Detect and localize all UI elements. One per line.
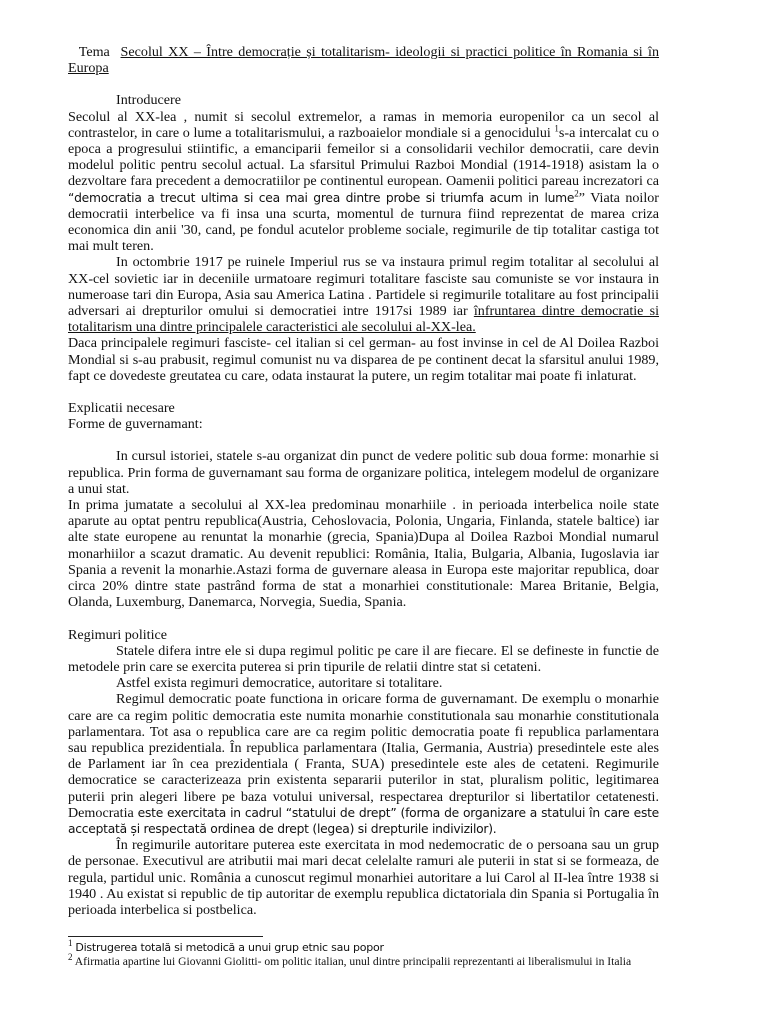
regimuri-heading: Regimuri politice bbox=[68, 626, 168, 643]
giolitti-quote: “democratia a trecut ultima si cea mai grea dintre probe si triumfa acum in lume bbox=[68, 190, 575, 205]
stat-de-drept-definition: este exercitata in cadrul “statului de drept” (forma de organizare a statului în care este acceptată și respectată ordinea de drept (legea) si drepturile indivizilor). bbox=[68, 805, 659, 836]
explicatii-heading: Explicatii necesare bbox=[68, 400, 175, 417]
title-text: Secolul XX – Între democrație și totalitarism- ideologii si practici politice în Romania si în Europa bbox=[68, 44, 659, 77]
regimuri-paragraph-4: În regimurile autoritare puterea este exercitata in mod nedemocratic de o persoana sau un grup de personae. Executivul are atributii mai mari decat celelalte ramuri ale puterii in stat si se formeaza, de regula, partidul unic. România a cunoscut regimul monarhiei autoritare a lui Carol al II-lea între 1938 si 1940 . Au existat si republic de tip autoritar de exemplu republica dictatoriala din Spania si Portugalia în perioada interbelica si postbelica. bbox=[68, 837, 659, 918]
document-page bbox=[68, 44, 659, 968]
intro-heading: Introducere bbox=[116, 92, 181, 109]
forme-paragraph-2: In prima jumatate a secolului al XX-lea predominau monarhiile . in perioada interbelica noile state aparute au optat pentru republica(Austria, Cehoslovacia, Polonia, Ungaria, Finlanda, statele baltice) iar alte state europene au renuntat la monarhie (grecia, Spania)Dupa al Doilea Razboi Mondial numarul monarhiilor a scazut dramatic. Au devenit republici: România, Italia, Bulgaria, Albania, Iugoslavia iar Spania a revenit la monarhie.Astazi forma de guvernare aleasa in Europa este majoritar republica, doar circa 20% dintre state pastrând forma de stat a monarhiei constitutionale: Marea Britanie, Belgia, Olanda, Luxemburg, Danemarca, Norvegia, Suedia, Spania. bbox=[68, 497, 659, 611]
intro-paragraph-1: Secolul al XX-lea , numit si secolul extremelor, a ramas in memoria europenilor ca un secol al contrastelor, in care o lume a totalitarismului, a razboaielor mondiale si a genocidului $^1$s-a intercalat cu o epoca a progresului stiintific, a emanciparii femeilor si a consolidarii vechilor democratii, care devin modelul politic pentru secolul actual. La sfarsitul Primului Razboi Mondial (1914-1918) asistam la o dezvoltare fara precedent a democratiilor pe continentul european. Oamenii politici pareau increzatori ca “democratia a trecut ultima si cea mai grea dintre probe si triumfa acum in lume$^2$” Viata noilor democratii interbelice va fi insa una scurta, momentul de turnura fiind reprezentat de marea criza economica din anii '30, cand, pe fondul acutelor probleme sociale, regimurile de tip totalitar castiga tot mai mult teren. bbox=[68, 108, 660, 255]
regimuri-paragraph-3: Regimul democratic poate functiona in oricare forma de guvernamant. De exemplu o monarhie care are ca regim politic democratia este numita monarhie constitutionala sau monarhie constitutionala parlamentara. Tot asa o republica care are ca regim politic democratia poate fi republica parlamentara sau republica prezidentiala. În republica parlamentara (Italia, Germania, Austria) presedintele este ales de Parlament iar în cea prezidentiala ( Franta, SUA) presedintele este ales de cetateni. Regimurile democratice se caracterizeaza prin existenta separarii puterilor in stat, pluralism politic, legitimarea puterii prin alegeri libere pe baza votului universal, respectarea drepturilor si libertatilor cetatenesti. Democratia este exercitata in cadrul “statului de drept” (forma de organizare a statului în care este acceptată și respectată ordinea de drept (legea) si drepturile indivizilor). bbox=[68, 691, 659, 836]
footnote-ref-1[interactable]: 1 bbox=[554, 123, 559, 134]
underlined-thesis: înfruntarea dintre democratie si totalitarism una dintre principalele caracteristici ale secolului al-XX-lea. bbox=[68, 303, 659, 336]
footnote-2: $^2$ Afirmatia apartine lui Giovanni Giolitti- om politic italian, unul dintre principalii reprezentanti ai liberalismului in Italia bbox=[68, 951, 632, 968]
forme-paragraph-1: In cursul istoriei, statele s-au organizat din punct de vedere politic sub doua forme: monarhie si republica. Prin forma de guvernamant sau forma de organizare politica, intelegem modelul de organizare a unui stat. bbox=[68, 448, 659, 497]
footnote-separator bbox=[68, 936, 263, 937]
footnote-ref-2[interactable]: 2 bbox=[574, 187, 579, 198]
regimuri-paragraph-1: Statele difera intre ele si dupa regimul politic pe care il are fiecare. El se defineste in functie de metodele prin care se exercita puterea si prin tipurile de relatii dintre stat si cetateni. bbox=[68, 642, 659, 675]
footnote-1: $^1$ Distrugerea totală si metodică a unui grup etnic sau popor bbox=[68, 938, 384, 955]
regimuri-paragraph-2: Astfel exista regimuri democratice, autoritare si totalitare. bbox=[116, 675, 443, 692]
title-label: Tema bbox=[78, 44, 110, 60]
intro-paragraph-2: In octombrie 1917 pe ruinele Imperiul rus se va instaura primul regim totalitar al secolului al XX-cel sovietic iar in deceniile urmatoare regimuri totalitare fasciste sau comuniste se vor instaura in numeroase tari din Europa, Asia sau America Latina . Partidele si regimurile totalitare au fost principalii adversari ai drepturilor omului si democratiei intre 1917si 1989 iar înfruntarea dintre democratie si totalitarism una dintre principalele caracteristici ale secolului al-XX-lea. bbox=[68, 254, 659, 336]
intro-paragraph-3: Daca principalele regimuri fasciste- cel italian si cel german- au fost invinse in cel de Al Doilea Razboi Mondial si s-au prabusit, regimul comunist nu va disparea de pe continent decat la sfarsitul anului 1989, fapt ce dovedeste greutatea cu care, odata instaurat la putere, un regim totalitar mai poate fi inlaturat. bbox=[68, 335, 659, 384]
forme-guvernamant-heading: Forme de guvernamant: bbox=[68, 416, 203, 433]
document-title bbox=[68, 44, 659, 76]
